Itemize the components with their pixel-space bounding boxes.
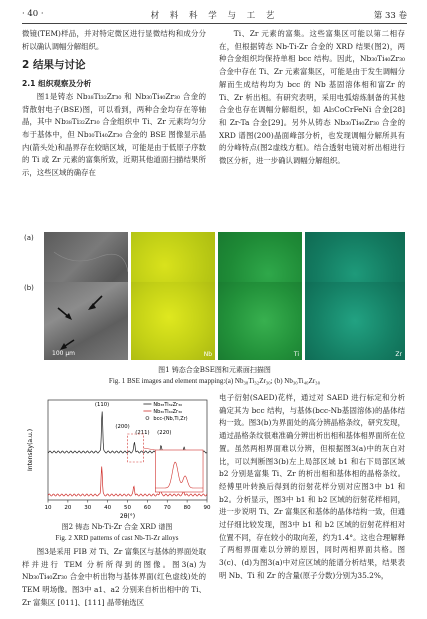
zr-map-b bbox=[305, 282, 405, 360]
paragraph: 图1是铸态 Nb₃₈Ti₃₂Zr₃₀ 和 Nb₃₀Ti₄₀Zr₃₀ 合金的背散射电子(BSE)图，可以看到，两种合金均存在等轴晶，其中 Nb₃₈Ti₃₂Zr₃₀ 合金组织中 Ti、Zr 元素均匀分布于基体中，但 Nb₃₀Ti₄₀Zr₃₀ 合金的 BSE 图像显示晶内(箭头处)和晶界存在较暗区域，可能是由于低原子序数的 Ti 或 Zr 元素的富集所致，近期其他道面扫描结果所示，这些区域的确存在 bbox=[22, 91, 206, 178]
section-heading: 2 结果与讨论 bbox=[22, 59, 86, 72]
row-label-b: (b) bbox=[24, 284, 34, 292]
paragraph: 电子衍射(SAED)花样，通过对 SAED 进行标定和分析确定其为 bcc 结构，与基体(bcc-Nb基固溶体)的晶体结构一致。图3(b)为界面处的高分辨晶格条纹，研究发现，通过晶格条纹很难准确分辨出析出相和基体相界面所在位置。虽然两相界面难以分辨，但根据图3(a)中的灰白对比，可以判断图3(b)左上局部区域 b1 和右下局部区域 b2 分别是富集 Ti、Zr 的析出相和基体相的晶格条纹。经傅里叶转换后得到的衍射花样分别对应图3中 b1 和 b2。分析显示，图3中 b1 和 b2 区域的衍射花样相同，进一步说明 Ti、Zr 富集区和基体的晶体结构一致，但通过仔细比较发现，图3中 b1 和 b2 区域的衍射花样相对位置不同，存在较小的取向差，约为1.4°。这也合理解释了两相界面难以分辨的原因，同时两相界面共格。图3(c)、(d)为图3(a)中对应区域的能谱分析结果，结果表明 Nb、Ti 和 Zr 的含量(原子分数)分别为35.2%， bbox=[219, 393, 405, 580]
figure-2 bbox=[22, 392, 212, 522]
right-column-bottom bbox=[219, 392, 405, 583]
legend-marker bbox=[146, 417, 149, 420]
subsection-heading: 2.1 组织观察及分析 bbox=[22, 79, 92, 89]
x-tick-label: 50 bbox=[124, 505, 131, 511]
panel-label: Ti bbox=[293, 351, 299, 358]
x-tick-label: 90 bbox=[203, 505, 211, 511]
right-column-top bbox=[219, 28, 405, 168]
x-tick-label: 70 bbox=[163, 505, 171, 511]
peak-annotation: (110) bbox=[94, 402, 110, 408]
x-tick-label: 20 bbox=[64, 505, 72, 511]
scale-bar-label: 100 μm bbox=[52, 350, 76, 357]
peak-annotation: (211) bbox=[135, 430, 150, 436]
peak-annotation: (200) bbox=[115, 424, 130, 430]
volume-label: 第 33 卷 bbox=[373, 11, 407, 21]
y-axis-label: Intensity(a.u.) bbox=[27, 428, 34, 472]
xrd-chart bbox=[22, 392, 212, 522]
legend-label: bcc-(Nb,Ti,Zr) bbox=[153, 416, 188, 422]
figure-1-caption-cn: 图1 铸态合金BSE图和元素面扫描图 bbox=[158, 366, 271, 374]
panel-label: Zr bbox=[395, 351, 402, 358]
panel-label: Nb bbox=[203, 351, 212, 358]
x-tick-label: 60 bbox=[143, 505, 151, 511]
page-header bbox=[22, 7, 407, 21]
inset-connector bbox=[143, 448, 155, 450]
nb-map-b bbox=[131, 282, 215, 360]
x-tick-label: 40 bbox=[104, 505, 112, 511]
x-tick-label: 80 bbox=[183, 505, 191, 511]
paragraph: 图3是采用 FIB 对 Ti、Zr 富集区与基体的界面处取样并进行 TEM 分析所得到的图像。图3(a)为 Nb₃₀Ti₄₀Zr₃₀ 合金中析出物与基体界面(红色虚线)处的 TEM 明场像。图3中 a1、a2 分别来自析出相中的 Ti、Zr 富集区 [011]、[111] 晶带轴选区 bbox=[22, 547, 206, 607]
figure-2-caption-cn: 图2 铸态 Nb-Ti-Zr 合金 XRD 谱图 bbox=[61, 523, 173, 531]
figure-1-caption-en: Fig. 1 BSE images and element mapping:(a) Nb₃₈Ti₃₂Zr₃₀; (b) Nb₃₀Ti₄₀Zr₃₀ bbox=[108, 377, 321, 385]
ti-map-b bbox=[218, 282, 302, 360]
left-column-top bbox=[22, 28, 206, 180]
bse-image-b bbox=[44, 282, 128, 360]
legend-label: Nb₃₈Ti₃₂Zr₃₀ bbox=[153, 402, 183, 408]
peak-annotation: (220) bbox=[157, 430, 172, 436]
row-label-a: (a) bbox=[24, 234, 34, 242]
journal-title: 材 料 科 学 与 工 艺 bbox=[150, 11, 279, 21]
paragraph: 微镜(TEM)样品，并对特定微区进行显微结构和成分分析以确认调幅分解组织。 bbox=[22, 29, 206, 51]
x-tick-label: 10 bbox=[44, 505, 52, 511]
header-rule bbox=[22, 23, 407, 24]
x-axis-label: 2θ(°) bbox=[119, 513, 136, 520]
left-column-bottom bbox=[22, 546, 206, 610]
page-number: · 40 · bbox=[22, 9, 44, 19]
paragraph: Ti、Zr 元素的富集。这些富集区可能以第二相存在，但根据铸态 Nb-Ti-Zr 合金的 XRD 结果(图2)，两种合金组织均保持单相 bcc 结构。因此，Nb₃₀Ti₄₀Zr₃₀ 合金中存在 Ti、Zr 元素富集区，可能是由于发生调幅分解而生成结构均为 bcc 的 Nb 基固溶体相和富Zr 的 Ti、Zr 析出相。有研究表明，采用电弧熔炼制备的其他合金也存在调幅分解组织，如 Al₅CoCrFeNi 合金[28] 和 Zr-Ta 合金[29]。另外从铸态 Nb₃₀Ti₄₀Zr₃₀ 合金的 XRD 谱图(200)晶面峰部分析，也发现调幅分解所具有的分峰特点(图2虚线方框)。结合透射电镜对析出相进行微区分析，进一步确认调幅分解组织。 bbox=[219, 29, 405, 166]
figure-2-caption-en: Fig. 2 XRD patterns of cast Nb-Ti-Zr alloys bbox=[55, 534, 179, 542]
x-tick-label: 30 bbox=[84, 505, 92, 511]
legend-label: Nb₃₀Ti₄₀Zr₃₀ bbox=[153, 409, 183, 415]
inset-box bbox=[155, 450, 203, 492]
